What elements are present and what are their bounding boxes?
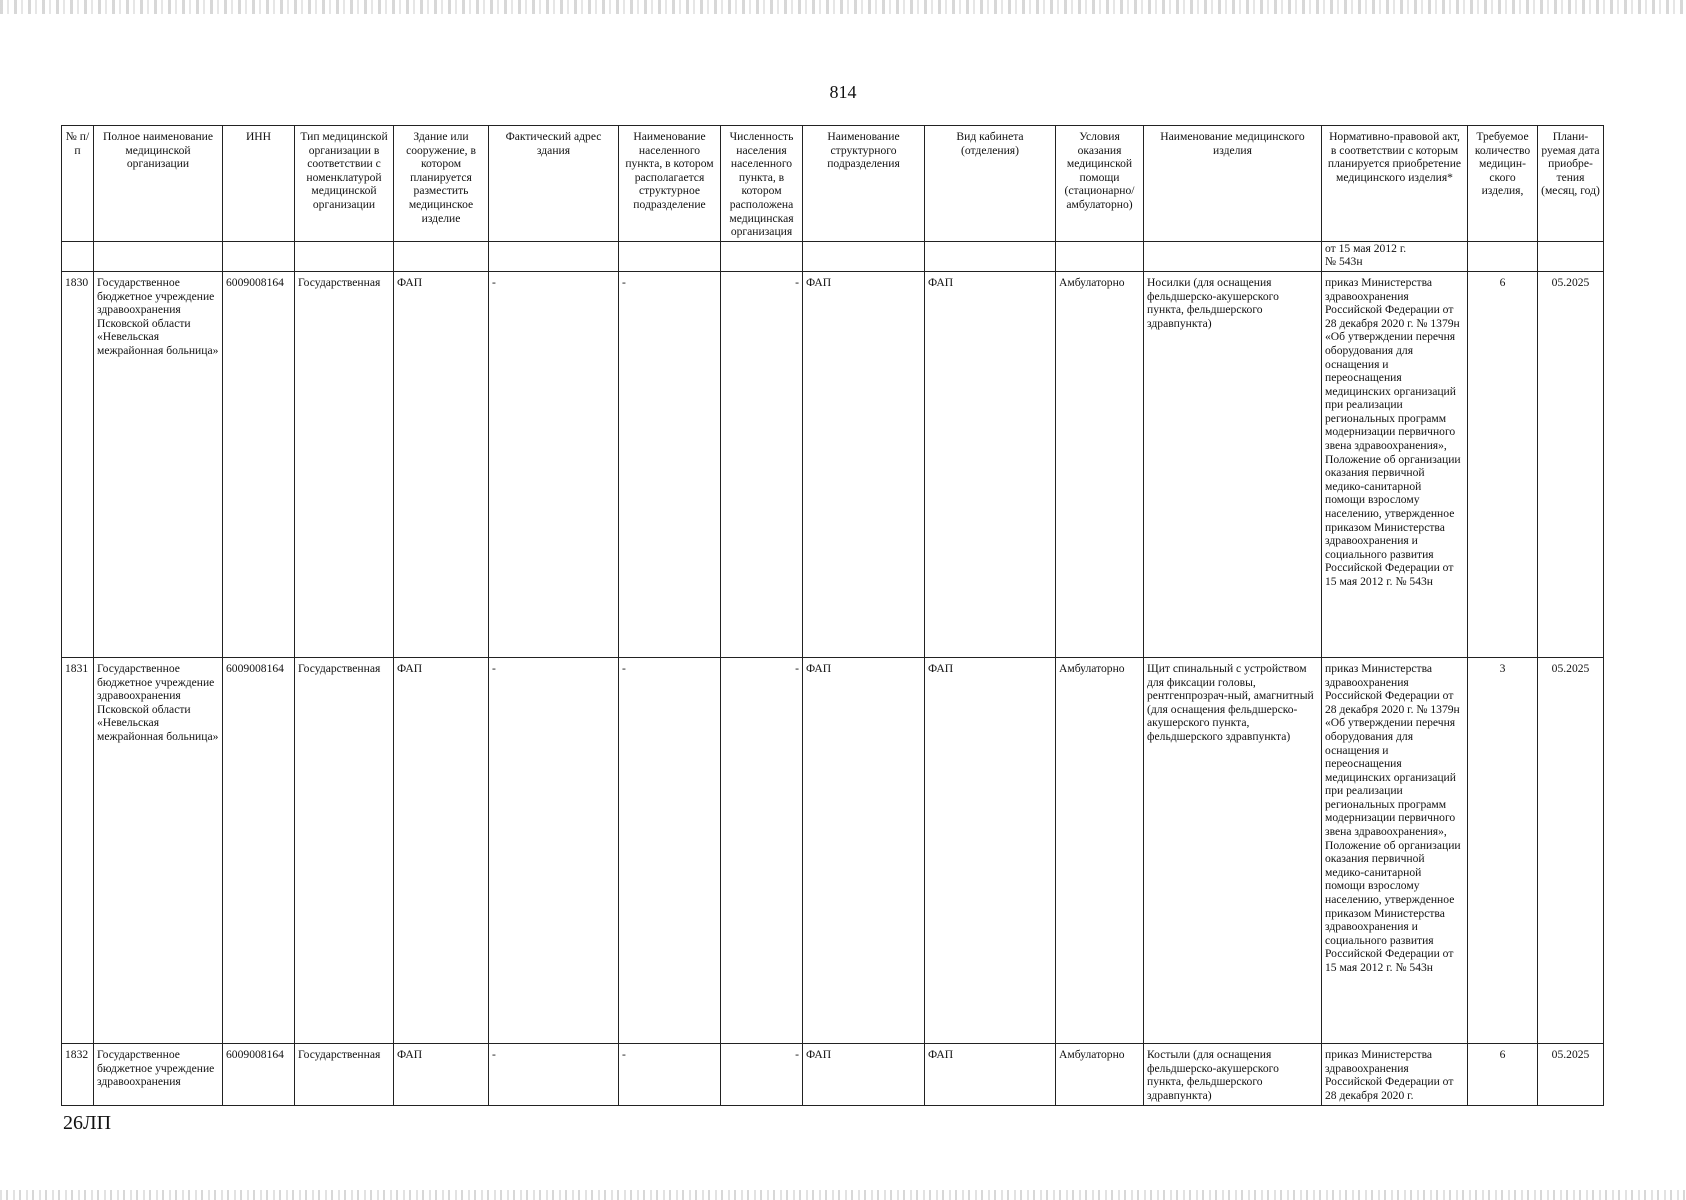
row-number: 1830 bbox=[62, 271, 94, 657]
cabinet: ФАП bbox=[925, 271, 1056, 657]
header-cell: Нормативно-правовой акт, в соответствии с которым планируется приобретение медицинского изделия* bbox=[1322, 126, 1468, 242]
header-cell: Полное наименование медицинской организации bbox=[94, 126, 223, 242]
header-cell: Тип медицинской организации в соответствии с номенклатурой медицинской организации bbox=[295, 126, 394, 242]
org-type: Государственная bbox=[295, 657, 394, 1043]
table-row bbox=[62, 1043, 1604, 1105]
locality: - bbox=[619, 657, 721, 1043]
purchase-date: 05.2025 bbox=[1538, 657, 1604, 1043]
device-name: Костыли (для оснащения фельдшерско-акушерского пункта, фельдшерского здравпункта) bbox=[1144, 1043, 1322, 1105]
device-name: Щит спинальный с устройством для фиксации головы, рентгенпрозрач-ный, амагнитный (для оснащения фельдшерско-акушерского пункта, фельдшерского здравпункта) bbox=[1144, 657, 1322, 1043]
purchase-date: 05.2025 bbox=[1538, 271, 1604, 657]
population: - bbox=[721, 657, 803, 1043]
quantity: 3 bbox=[1468, 657, 1538, 1043]
cabinet: ФАП bbox=[925, 657, 1056, 1043]
header-cell: Условия оказания медицинской помощи (стационарно/ амбулаторно) bbox=[1056, 126, 1144, 242]
address: - bbox=[489, 1043, 619, 1105]
page-number: 814 bbox=[829, 82, 857, 102]
header-cell: Требуемое количество медицин-ского изделия, bbox=[1468, 126, 1538, 242]
header-cell: ИНН bbox=[223, 126, 295, 242]
conditions: Амбулаторно bbox=[1056, 657, 1144, 1043]
building: ФАП bbox=[394, 1043, 489, 1105]
scan-edge-bottom bbox=[0, 1190, 1686, 1200]
org-name: Государственное бюджетное учреждение здравоохранения bbox=[94, 1043, 223, 1105]
locality: - bbox=[619, 271, 721, 657]
inn: 6009008164 bbox=[223, 1043, 295, 1105]
header-cell: Наименование структурного подразделения bbox=[803, 126, 925, 242]
unit: ФАП bbox=[803, 271, 925, 657]
unit: ФАП bbox=[803, 657, 925, 1043]
header-cell: Наименование населенного пункта, в котором располагается структурное подразделение bbox=[619, 126, 721, 242]
header-cell: № п/п bbox=[62, 126, 94, 242]
org-type: Государственная bbox=[295, 271, 394, 657]
org-name: Государственное бюджетное учреждение здравоохранения Псковской области «Невельская межрайонная больница» bbox=[94, 271, 223, 657]
table-row bbox=[62, 271, 1604, 657]
row-number: 1832 bbox=[62, 1043, 94, 1105]
quantity: 6 bbox=[1468, 1043, 1538, 1105]
cabinet: ФАП bbox=[925, 1043, 1056, 1105]
act-cell: приказ Министерства здравоохранения Российской Федерации от 28 декабря 2020 г. № 1379н «Об утверждении перечня оборудования для оснащения и переоснащения медицинских организаций при реализации региональных программ модернизации первичного звена здравоохранения», Положение об организации оказания первичной медико-санитарной помощи взрослому населению, утвержденное приказом Министерства здравоохранения и социального развития Российской Федерации от 15 мая 2012 г. № 543н bbox=[1322, 271, 1468, 657]
conditions: Амбулаторно bbox=[1056, 1043, 1144, 1105]
header-cell: Вид кабинета (отделения) bbox=[925, 126, 1056, 242]
device-name: Носилки (для оснащения фельдшерско-акушерского пункта, фельдшерского здравпункта) bbox=[1144, 271, 1322, 657]
population: - bbox=[721, 271, 803, 657]
address: - bbox=[489, 657, 619, 1043]
header-cell: Здание или сооружение, в котором планируется разместить медицинское изделие bbox=[394, 126, 489, 242]
table-row bbox=[62, 657, 1604, 1043]
act-cell: от 15 мая 2012 г. № 543н bbox=[1322, 241, 1468, 271]
act-cell: приказ Министерства здравоохранения Российской Федерации от 28 декабря 2020 г. bbox=[1322, 1043, 1468, 1105]
continuation-row bbox=[62, 241, 1604, 271]
header-cell: Численность населения населенного пункта, в котором расположена медицинская организация bbox=[721, 126, 803, 242]
org-name: Государственное бюджетное учреждение здравоохранения Псковской области «Невельская межрайонная больница» bbox=[94, 657, 223, 1043]
equipment-table bbox=[61, 125, 1604, 1106]
locality: - bbox=[619, 1043, 721, 1105]
scan-edge-top bbox=[0, 0, 1686, 14]
building: ФАП bbox=[394, 657, 489, 1043]
act-cell: приказ Министерства здравоохранения Российской Федерации от 28 декабря 2020 г. № 1379н «Об утверждении перечня оборудования для оснащения и переоснащения медицинских организаций при реализации региональных программ модернизации первичного звена здравоохранения», Положение об организации оказания первичной медико-санитарной помощи взрослому населению, утвержденное приказом Министерства здравоохранения и социального развития Российской Федерации от 15 мая 2012 г. № 543н bbox=[1322, 657, 1468, 1043]
org-type: Государственная bbox=[295, 1043, 394, 1105]
building: ФАП bbox=[394, 271, 489, 657]
row-number: 1831 bbox=[62, 657, 94, 1043]
header-cell: Фактический адрес здания bbox=[489, 126, 619, 242]
table-header-row bbox=[62, 126, 1604, 242]
purchase-date: 05.2025 bbox=[1538, 1043, 1604, 1105]
footer-mark: 26ЛП bbox=[63, 1112, 112, 1134]
header-cell: Плани-руемая дата приобре-тения (месяц, год) bbox=[1538, 126, 1604, 242]
conditions: Амбулаторно bbox=[1056, 271, 1144, 657]
unit: ФАП bbox=[803, 1043, 925, 1105]
quantity: 6 bbox=[1468, 271, 1538, 657]
inn: 6009008164 bbox=[223, 271, 295, 657]
population: - bbox=[721, 1043, 803, 1105]
inn: 6009008164 bbox=[223, 657, 295, 1043]
address: - bbox=[489, 271, 619, 657]
header-cell: Наименование медицинского изделия bbox=[1144, 126, 1322, 242]
